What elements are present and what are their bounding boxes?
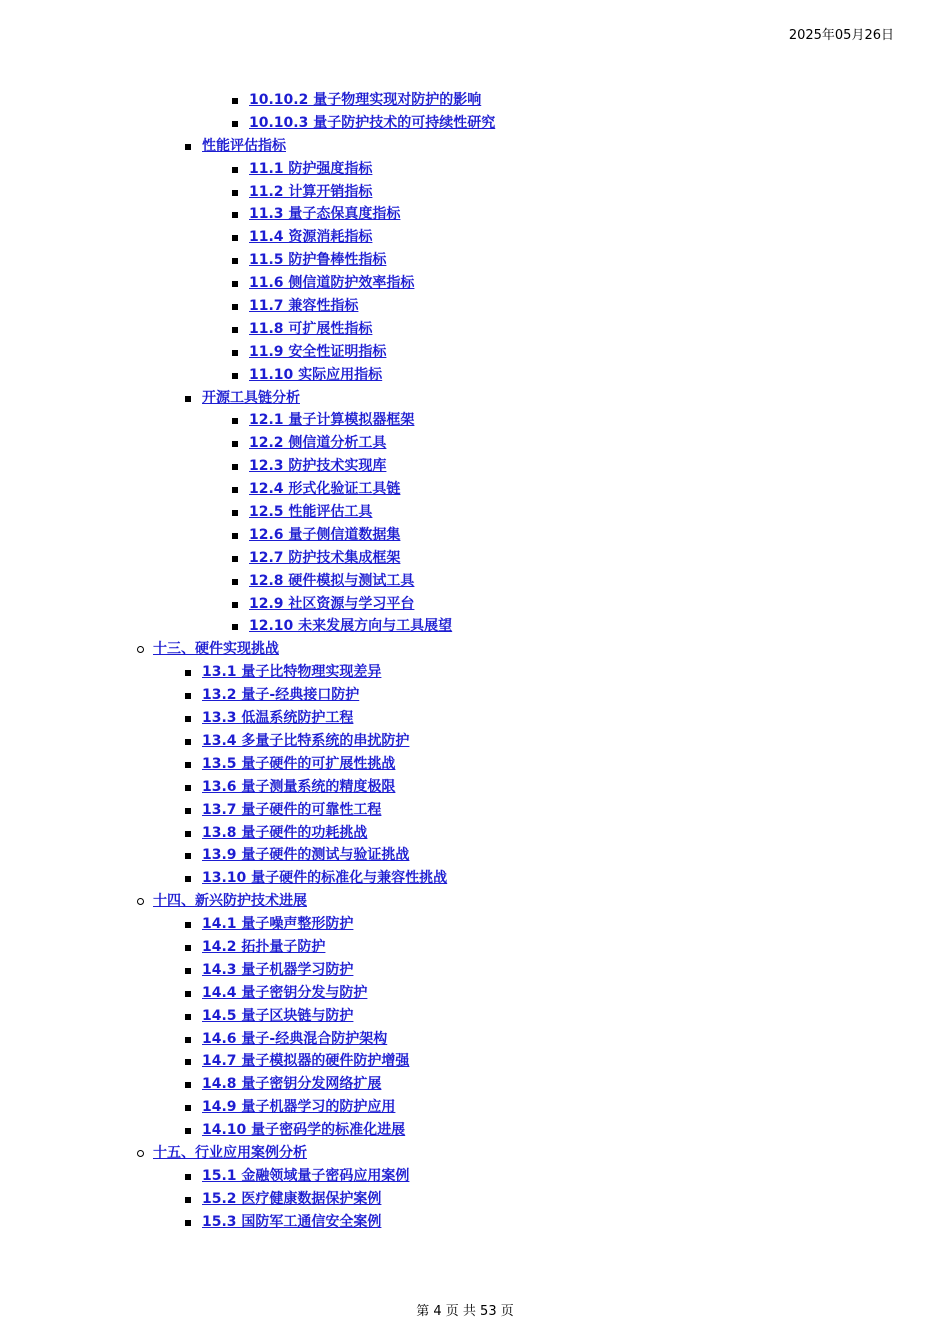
- toc-link[interactable]: 12.1 量子计算模拟器框架: [249, 412, 415, 429]
- toc-link[interactable]: 13.5 量子硬件的可扩展性挑战: [202, 755, 396, 772]
- toc-link[interactable]: 14.3 量子机器学习防护: [202, 961, 354, 978]
- square-bullet-icon: [185, 1014, 191, 1020]
- toc-entry: [0, 1211, 950, 1234]
- square-bullet-icon: [185, 1174, 191, 1180]
- square-bullet-icon: [232, 418, 238, 424]
- toc-entry: [0, 890, 950, 913]
- square-bullet-icon: [185, 1082, 191, 1088]
- toc-entry: [0, 684, 950, 707]
- toc-link[interactable]: 12.9 社区资源与学习平台: [249, 595, 415, 612]
- square-bullet-icon: [232, 373, 238, 379]
- toc-link[interactable]: 13.7 量子硬件的可靠性工程: [202, 801, 382, 818]
- toc-link[interactable]: 12.5 性能评估工具: [249, 504, 373, 521]
- toc-entry: [0, 409, 950, 432]
- toc-entry: [0, 364, 950, 387]
- toc-link[interactable]: 性能评估指标: [202, 137, 286, 154]
- toc-entry: [0, 249, 950, 272]
- square-bullet-icon: [232, 350, 238, 356]
- toc-link[interactable]: 14.10 量子密码学的标准化进展: [202, 1122, 406, 1139]
- toc-entry: [0, 730, 950, 753]
- square-bullet-icon: [185, 1220, 191, 1226]
- toc-entry: [0, 615, 950, 638]
- square-bullet-icon: [185, 670, 191, 676]
- square-bullet-icon: [232, 624, 238, 630]
- toc-entry: [0, 1119, 950, 1142]
- toc-entry: [0, 1188, 950, 1211]
- toc-entry: [0, 661, 950, 684]
- toc-link[interactable]: 14.4 量子密钥分发与防护: [202, 984, 368, 1001]
- toc-link[interactable]: 14.1 量子噪声整形防护: [202, 916, 354, 933]
- toc-entry: [0, 1073, 950, 1096]
- toc-entry: [0, 295, 950, 318]
- square-bullet-icon: [185, 762, 191, 768]
- toc-entry: [0, 1165, 950, 1188]
- square-bullet-icon: [185, 739, 191, 745]
- toc-link[interactable]: 十五、行业应用案例分析: [153, 1144, 307, 1161]
- square-bullet-icon: [185, 876, 191, 882]
- square-bullet-icon: [232, 441, 238, 447]
- square-bullet-icon: [232, 510, 238, 516]
- toc-entry: [0, 844, 950, 867]
- toc-entry: [0, 272, 950, 295]
- square-bullet-icon: [232, 579, 238, 585]
- toc-entry: [0, 570, 950, 593]
- toc-entry: [0, 753, 950, 776]
- square-bullet-icon: [232, 190, 238, 196]
- toc-link[interactable]: 15.1 金融领域量子密码应用案例: [202, 1167, 410, 1184]
- square-bullet-icon: [185, 693, 191, 699]
- toc-entry: [0, 799, 950, 822]
- square-bullet-icon: [185, 808, 191, 814]
- toc-link[interactable]: 14.9 量子机器学习的防护应用: [202, 1099, 396, 1116]
- toc-link[interactable]: 11.7 兼容性指标: [249, 298, 359, 315]
- square-bullet-icon: [232, 327, 238, 333]
- square-bullet-icon: [185, 853, 191, 859]
- toc-link[interactable]: 13.1 量子比特物理实现差异: [202, 664, 382, 681]
- toc-entry: [0, 524, 950, 547]
- square-bullet-icon: [185, 922, 191, 928]
- toc-entry: [0, 776, 950, 799]
- square-bullet-icon: [232, 281, 238, 287]
- square-bullet-icon: [185, 991, 191, 997]
- toc-link[interactable]: 11.6 侧信道防护效率指标: [249, 275, 415, 292]
- toc-link[interactable]: 14.5 量子区块链与防护: [202, 1007, 354, 1024]
- toc-link[interactable]: 十四、新兴防护技术进展: [153, 893, 307, 910]
- toc-link[interactable]: 13.10 量子硬件的标准化与兼容性挑战: [202, 870, 448, 887]
- square-bullet-icon: [232, 304, 238, 310]
- toc-link[interactable]: 十三、硬件实现挑战: [153, 641, 279, 658]
- toc-link[interactable]: 13.8 量子硬件的功耗挑战: [202, 824, 368, 841]
- page-number: 第 4 页 共 53 页: [416, 1304, 514, 1319]
- toc-entry: [0, 226, 950, 249]
- square-bullet-icon: [232, 533, 238, 539]
- square-bullet-icon: [185, 968, 191, 974]
- toc-entry: [0, 455, 950, 478]
- toc-link[interactable]: 11.4 资源消耗指标: [249, 229, 373, 246]
- toc-entry: [0, 936, 950, 959]
- toc-link[interactable]: 12.2 侧信道分析工具: [249, 435, 387, 452]
- toc-entry: [0, 982, 950, 1005]
- square-bullet-icon: [232, 464, 238, 470]
- toc-link[interactable]: 11.10 实际应用指标: [249, 366, 383, 383]
- circle-bullet-icon: [137, 1150, 144, 1157]
- toc-link[interactable]: 11.3 量子态保真度指标: [249, 206, 401, 223]
- square-bullet-icon: [185, 1037, 191, 1043]
- toc-entry: [0, 112, 950, 135]
- toc-link[interactable]: 12.10 未来发展方向与工具展望: [249, 618, 453, 635]
- square-bullet-icon: [232, 487, 238, 493]
- square-bullet-icon: [232, 212, 238, 218]
- toc-entry: [0, 638, 950, 661]
- square-bullet-icon: [185, 396, 191, 402]
- toc-entry: [0, 432, 950, 455]
- square-bullet-icon: [185, 1128, 191, 1134]
- toc-entry: [0, 707, 950, 730]
- square-bullet-icon: [232, 602, 238, 608]
- toc-link[interactable]: 11.2 计算开销指标: [249, 183, 373, 200]
- toc-link[interactable]: 12.3 防护技术实现库: [249, 458, 387, 475]
- toc-link[interactable]: 11.1 防护强度指标: [249, 160, 373, 177]
- toc-entry: [0, 593, 950, 616]
- square-bullet-icon: [185, 1059, 191, 1065]
- square-bullet-icon: [232, 235, 238, 241]
- toc-link[interactable]: 11.9 安全性证明指标: [249, 343, 387, 360]
- square-bullet-icon: [232, 556, 238, 562]
- toc-entry: [0, 913, 950, 936]
- square-bullet-icon: [185, 716, 191, 722]
- toc-link[interactable]: 10.10.2 量子物理实现对防护的影响: [249, 92, 482, 108]
- toc-entry: [0, 547, 950, 570]
- toc-entry: [0, 1096, 950, 1119]
- square-bullet-icon: [232, 121, 238, 127]
- toc-entry: [0, 1028, 950, 1051]
- toc-entry: [0, 822, 950, 845]
- toc-entry: [0, 181, 950, 204]
- toc-link[interactable]: 13.3 低温系统防护工程: [202, 710, 354, 727]
- header-date: 2025年05月26日: [788, 28, 894, 43]
- circle-bullet-icon: [137, 898, 144, 905]
- toc-link[interactable]: 11.5 防护鲁棒性指标: [249, 252, 387, 269]
- toc-entry: [0, 341, 950, 364]
- toc-link[interactable]: 14.2 拓扑量子防护: [202, 938, 326, 955]
- square-bullet-icon: [232, 258, 238, 264]
- toc-link[interactable]: 14.7 量子模拟器的硬件防护增强: [202, 1053, 410, 1070]
- square-bullet-icon: [185, 1105, 191, 1111]
- toc-link[interactable]: 开源工具链分析: [202, 389, 300, 406]
- toc-entry: [0, 867, 950, 890]
- toc-link[interactable]: 12.8 硬件模拟与测试工具: [249, 572, 415, 589]
- toc-link[interactable]: 13.4 多量子比特系统的串扰防护: [202, 732, 410, 749]
- toc-link[interactable]: 14.6 量子-经典混合防护架构: [202, 1030, 388, 1047]
- toc-link[interactable]: 13.2 量子-经典接口防护: [202, 687, 360, 704]
- square-bullet-icon: [232, 167, 238, 173]
- toc-entry: [0, 203, 950, 226]
- toc-link[interactable]: 12.7 防护技术集成框架: [249, 549, 401, 566]
- circle-bullet-icon: [137, 646, 144, 653]
- toc-entry: [0, 1005, 950, 1028]
- square-bullet-icon: [185, 785, 191, 791]
- square-bullet-icon: [185, 945, 191, 951]
- toc-entry: [0, 478, 950, 501]
- toc-link[interactable]: 12.6 量子侧信道数据集: [249, 526, 401, 543]
- toc-entry: [0, 318, 950, 341]
- toc-entry: [0, 501, 950, 524]
- toc-link[interactable]: 10.10.3 量子防护技术的可持续性研究: [249, 114, 496, 131]
- toc-entry: [0, 387, 950, 410]
- toc-link[interactable]: 12.4 形式化验证工具链: [249, 481, 401, 498]
- toc-link[interactable]: 14.8 量子密钥分发网络扩展: [202, 1076, 382, 1093]
- toc-entry: [0, 135, 950, 158]
- square-bullet-icon: [185, 144, 191, 150]
- toc-link[interactable]: 11.8 可扩展性指标: [249, 320, 373, 337]
- toc-link[interactable]: 15.2 医疗健康数据保护案例: [202, 1190, 382, 1207]
- toc-entry: [0, 89, 950, 112]
- table-of-contents: [0, 89, 950, 1234]
- toc-link[interactable]: 15.3 国防军工通信安全案例: [202, 1213, 382, 1230]
- square-bullet-icon: [232, 98, 238, 104]
- toc-entry: [0, 959, 950, 982]
- square-bullet-icon: [185, 831, 191, 837]
- toc-entry: [0, 1142, 950, 1165]
- toc-entry: [0, 1050, 950, 1073]
- toc-link[interactable]: 13.6 量子测量系统的精度极限: [202, 778, 396, 795]
- toc-entry: [0, 158, 950, 181]
- square-bullet-icon: [185, 1197, 191, 1203]
- toc-link[interactable]: 13.9 量子硬件的测试与验证挑战: [202, 847, 410, 864]
